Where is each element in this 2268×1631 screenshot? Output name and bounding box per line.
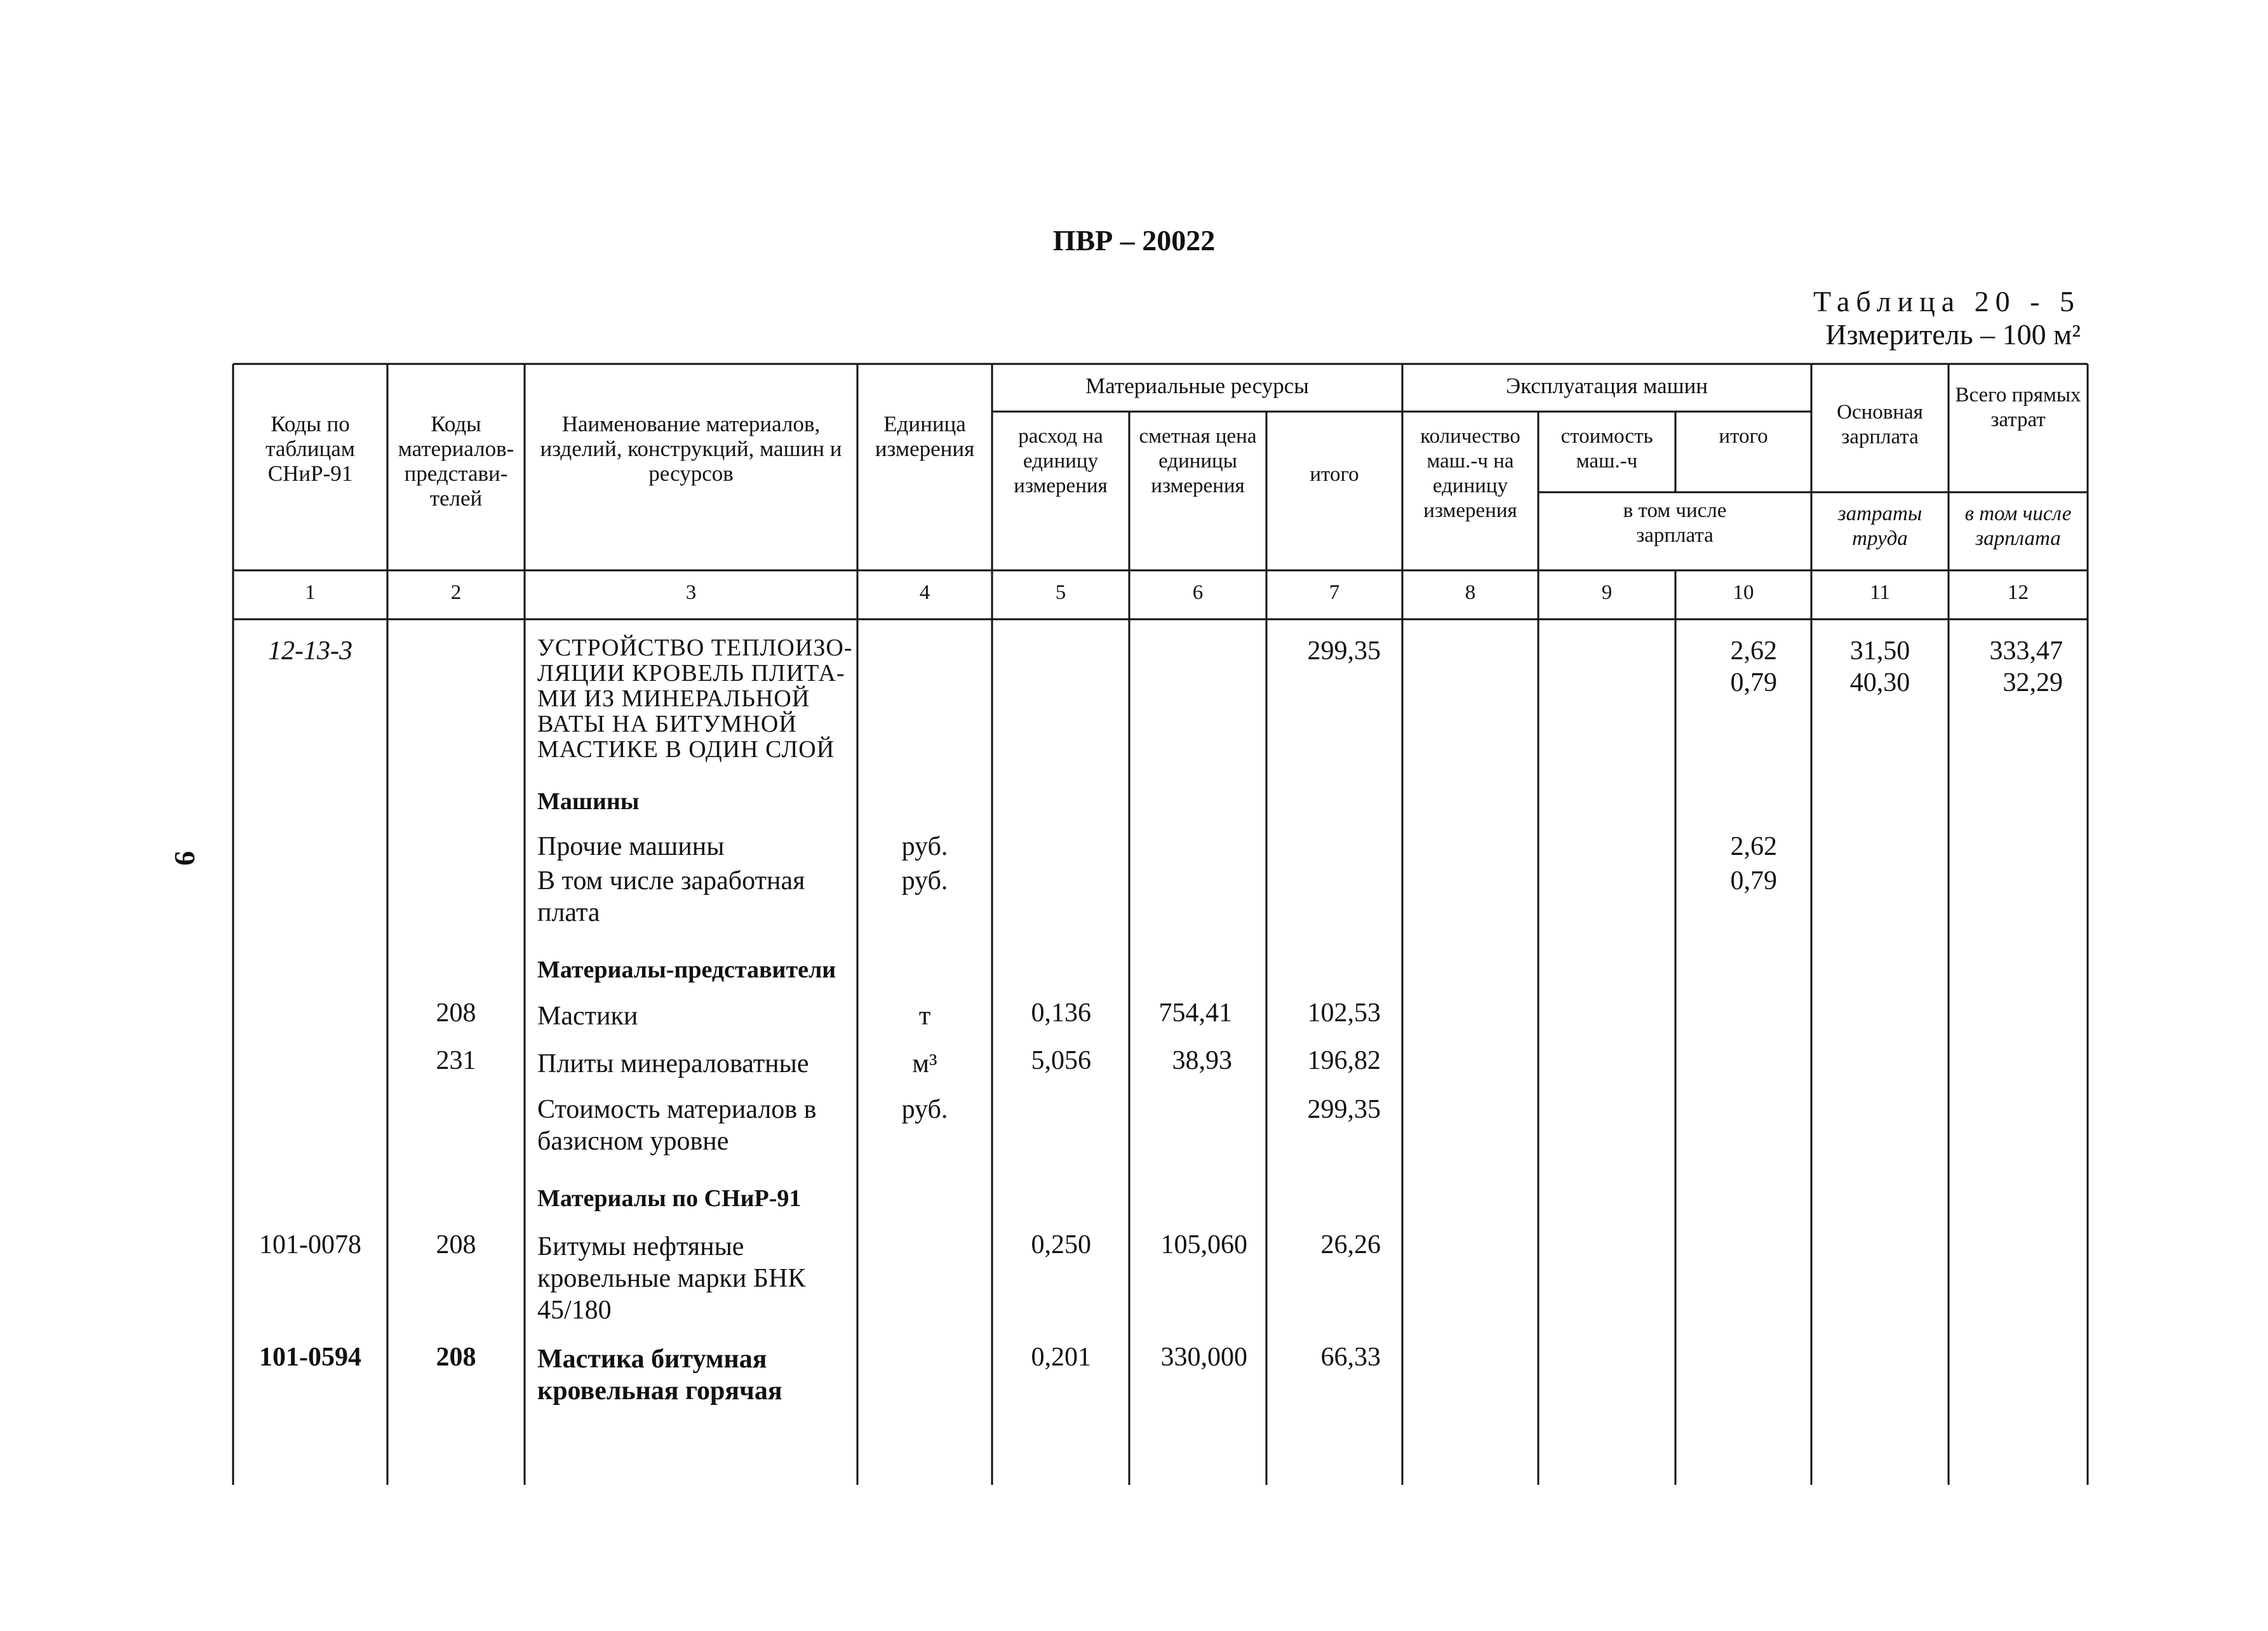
table-label: Таблица 20 - 5 <box>1813 285 2081 318</box>
plates-name: Плиты минераловатные <box>537 1049 809 1078</box>
col-number: 6 <box>1192 581 1204 604</box>
side-page-number: 9 <box>169 851 201 866</box>
plates-total: 196,82 <box>1307 1046 1381 1075</box>
header-rate: расход на единицу измерения <box>1014 425 1108 497</box>
machine-wage: 0,79 <box>1730 668 1777 697</box>
header-rep-codes: Коды материалов-представи-телей <box>398 412 514 511</box>
col-number: 7 <box>1329 581 1340 604</box>
work-title: УСТРОЙСТВО ТЕПЛОИЗО-ЛЯЦИИ КРОВЕЛЬ ПЛИТА-МИ ИЗ МИНЕРАЛЬНОЙ ВАТЫ НА БИТУМНОЙ МАСТИКЕ В ОДИН СЛОЙ <box>537 634 853 763</box>
col-number: 10 <box>1733 581 1754 604</box>
mastic-unit: т <box>918 1002 931 1031</box>
labor-cost: 40,30 <box>1849 668 1910 697</box>
header-machine-total: итого <box>1719 425 1768 448</box>
col-number: 3 <box>685 581 697 604</box>
other-machines-total: 2,62 <box>1730 832 1777 861</box>
col-number: 11 <box>1870 581 1890 604</box>
header-direct-wage: в том числе зарплата <box>1964 502 2072 550</box>
header-machine-cost: стоимость маш.-ч <box>1560 425 1653 473</box>
col-number: 5 <box>1055 581 1066 604</box>
machine-total: 2,62 <box>1730 636 1777 666</box>
direct-wage: 32,29 <box>2003 668 2063 697</box>
plates-price: 38,93 <box>1172 1046 1232 1075</box>
col-number: 2 <box>450 581 462 604</box>
plates-rate: 5,056 <box>1031 1046 1091 1075</box>
mastic2-rep-code: 208 <box>436 1343 476 1372</box>
header-name: Наименование материалов, изделий, конструкций, машин и ресурсов <box>540 412 842 486</box>
header-group-material: Материальные ресурсы <box>1085 373 1309 398</box>
mastic-total: 102,53 <box>1307 998 1381 1028</box>
mastic-rate: 0,136 <box>1031 998 1091 1028</box>
header-group-machines: Эксплуатация машин <box>1505 373 1708 398</box>
mastic-rep-code: 208 <box>436 998 476 1028</box>
mastic-name: Мастики <box>537 1002 638 1031</box>
mastic-price: 754,41 <box>1158 998 1232 1028</box>
header-unit: Единица измерения <box>875 412 975 461</box>
header-machine-wage: в том числе зарплата <box>1623 499 1727 547</box>
other-machines-unit: руб. <box>901 832 948 861</box>
header-base-wage: Основная зарплата <box>1837 401 1923 448</box>
mastic2-total: 66,33 <box>1320 1343 1381 1372</box>
section-machines: Машины <box>537 788 640 815</box>
plates-rep-code: 231 <box>436 1046 476 1075</box>
snir-code: 12-13-3 <box>268 636 352 666</box>
materials-cost-name: Стоимость материалов в базисном уровне <box>537 1095 817 1156</box>
header-material-total: итого <box>1310 463 1359 486</box>
col-number: 9 <box>1601 581 1613 604</box>
plates-unit: м³ <box>912 1049 937 1078</box>
material-total: 299,35 <box>1307 636 1381 666</box>
other-machines-name: Прочие машины <box>537 832 725 861</box>
bitumen-snir-code: 101-0078 <box>259 1230 361 1259</box>
document-title: ПВР – 20022 <box>1052 224 1216 257</box>
section-snir: Материалы по СНиР-91 <box>537 1185 802 1212</box>
bitumen-total: 26,26 <box>1320 1230 1381 1259</box>
materials-cost-total: 299,35 <box>1307 1095 1381 1124</box>
mastic2-rate: 0,201 <box>1031 1343 1091 1372</box>
bitumen-rep-code: 208 <box>436 1230 476 1259</box>
header-labor: затраты труда <box>1837 502 1922 550</box>
bitumen-name: Битумы нефтяные кровельные марки БНК 45/180 <box>537 1232 806 1325</box>
col-number: 1 <box>305 581 316 604</box>
incl-wage-name: В том числе заработная плата <box>537 866 805 927</box>
base-wage: 31,50 <box>1849 636 1910 666</box>
mastic2-name: Мастика битумная кровельная горячая <box>537 1345 782 1406</box>
bitumen-rate: 0,250 <box>1031 1230 1091 1259</box>
col-number: 4 <box>919 581 930 604</box>
header-machine-hours: количество маш.-ч на единицу измерения <box>1420 425 1520 522</box>
incl-wage-unit: руб. <box>901 866 948 896</box>
header-price: сметная цена единицы измерения <box>1139 425 1257 497</box>
incl-wage-total: 0,79 <box>1730 866 1777 896</box>
header-direct-total: Всего прямых затрат <box>1955 384 2081 431</box>
header-snir-codes: Коды по таблицам СНиР-91 <box>265 412 355 486</box>
mastic2-price: 330,000 <box>1160 1343 1247 1372</box>
measure-unit: Измеритель – 100 м² <box>1825 318 2081 351</box>
col-number: 12 <box>2008 581 2029 604</box>
mastic2-snir-code: 101-0594 <box>259 1343 361 1372</box>
materials-cost-unit: руб. <box>901 1095 948 1124</box>
direct-total: 333,47 <box>1989 636 2063 666</box>
col-number: 8 <box>1465 581 1476 604</box>
section-representative: Материалы-представители <box>537 956 836 983</box>
bitumen-price: 105,060 <box>1160 1230 1247 1259</box>
